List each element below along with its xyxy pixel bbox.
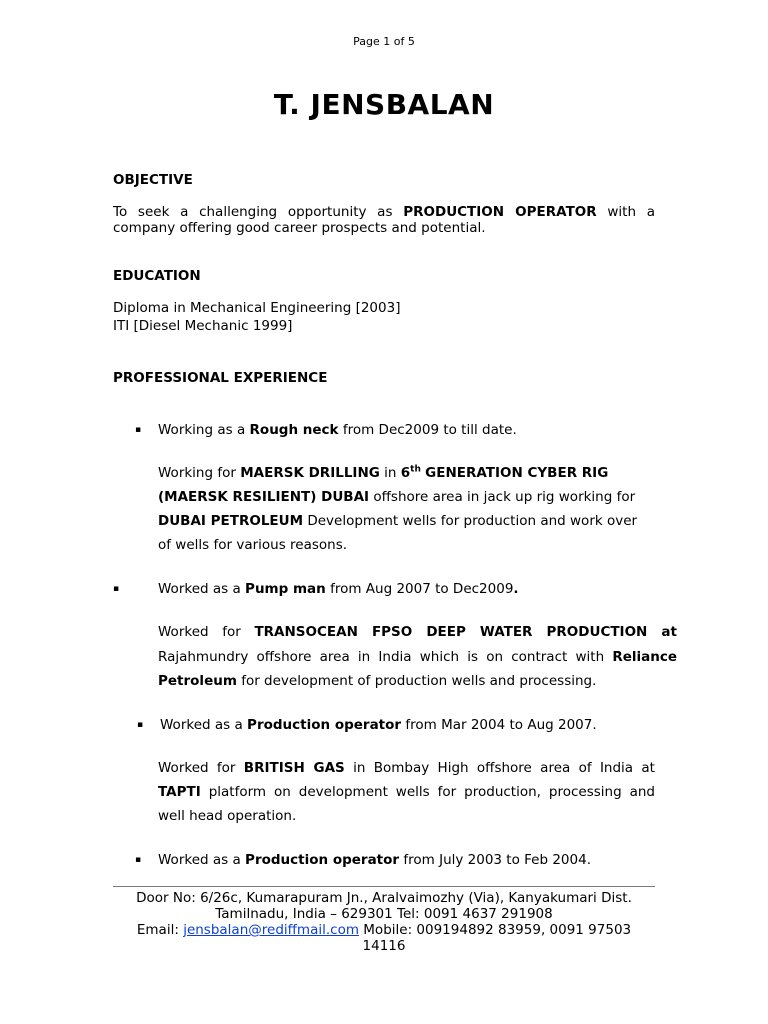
bullet-icon: ▪ — [135, 425, 142, 435]
job-2-title-period: . — [513, 581, 519, 597]
job-1-employer: MAERSK DRILLING — [240, 465, 380, 481]
job-3-desc-line-1 — [158, 760, 655, 776]
email-link[interactable]: jensbalan@rediffmail.com — [183, 922, 359, 938]
job-2-role: Pump man — [245, 581, 326, 597]
job-3-title — [160, 717, 597, 733]
objective-heading: OBJECTIVE — [113, 172, 193, 188]
job-2-desc-line-1 — [158, 624, 677, 640]
job-3-desc-line-2 — [158, 784, 655, 800]
job-3-role: Production operator — [247, 717, 402, 733]
job-3-dates: from Mar 2004 to Aug 2007. — [405, 717, 597, 733]
job-1-dates: from Dec2009 to till date. — [342, 422, 517, 438]
job-2-client-cont: Petroleum — [158, 673, 237, 689]
job-1-desc-text: in — [384, 465, 397, 481]
footer-address: Door No: 6/26c, Kumarapuram Jn., Aralvaimozhy (Via), Kanyakumari Dist. — [136, 890, 632, 906]
job-3-title-pre: Worked as a — [160, 717, 243, 733]
job-2-title-pre: Worked as a — [158, 581, 241, 597]
bullet-icon: ▪ — [135, 855, 142, 865]
job-1-desc-line-3 — [158, 513, 637, 529]
footer-contact — [113, 922, 655, 938]
objective-text-post: with a — [607, 204, 655, 220]
objective-line-1 — [113, 204, 655, 220]
job-3-platform: TAPTI — [158, 784, 201, 800]
job-1-desc-line-1 — [158, 465, 608, 481]
job-2-client: Reliance — [612, 649, 677, 665]
job-1-title — [158, 422, 517, 438]
email-label: Email: — [136, 922, 179, 938]
experience-heading: PROFESSIONAL EXPERIENCE — [113, 370, 328, 386]
job-2-desc-line-2 — [158, 649, 677, 665]
objective-target-role: PRODUCTION OPERATOR — [403, 204, 597, 220]
job-1-rig-name: (MAERSK RESILIENT) DUBAI — [158, 489, 370, 505]
job-1-desc-line-4: of wells for various reasons. — [158, 537, 348, 553]
job-2-desc-text: Worked for — [158, 624, 241, 640]
job-3-desc-text: platform on development wells for production, processing and — [208, 784, 656, 800]
bullet-icon: ▪ — [113, 584, 120, 594]
footer-address-2: Tamilnadu, India – 629301 Tel: 0091 4637 291908 — [215, 906, 553, 922]
job-2-employer: TRANSOCEAN FPSO DEEP WATER PRODUCTION at — [254, 624, 677, 640]
page-number: Page 1 of 5 — [353, 35, 415, 48]
job-1-rig-type: GENERATION CYBER RIG — [425, 465, 609, 481]
job-4-title — [158, 852, 591, 868]
job-3-desc-text: in Bombay High offshore area of India at — [353, 760, 655, 776]
job-1-desc-text: offshore area in jack up rig working for — [373, 489, 636, 505]
job-3-employer: BRITISH GAS — [243, 760, 345, 776]
job-1-desc-text: Working for — [158, 465, 236, 481]
job-1-generation-number: 6 — [400, 465, 411, 481]
job-1-generation-suffix: th — [410, 464, 421, 475]
job-4-title-pre: Worked as a — [158, 852, 241, 868]
candidate-name: T. JENSBALAN — [273, 88, 495, 121]
job-4-dates: from July 2003 to Feb 2004. — [403, 852, 591, 868]
job-2-title — [158, 581, 519, 597]
job-2-desc-text: Rajahmundry offshore area in India which is on contract with — [158, 649, 605, 665]
job-2-desc-line-3 — [158, 673, 596, 689]
education-heading: EDUCATION — [113, 268, 201, 284]
job-1-role: Rough neck — [249, 422, 339, 438]
job-2-desc-text: for development of production wells and processing. — [241, 673, 597, 689]
job-2-dates: from Aug 2007 to Dec2009 — [330, 581, 514, 597]
footer-mobile-cont: 14116 — [362, 938, 406, 954]
job-1-title-pre: Working as a — [158, 422, 246, 438]
job-3-desc-text: Worked for — [158, 760, 236, 776]
bullet-icon: ▪ — [137, 720, 144, 730]
footer-divider — [113, 886, 655, 887]
mobile-number: Mobile: 009194892 83959, 0091 97503 — [363, 922, 632, 938]
education-item: Diploma in Mechanical Engineering [2003] — [113, 300, 401, 316]
objective-text-pre: To seek a challenging opportunity as — [113, 204, 393, 220]
job-4-role: Production operator — [245, 852, 400, 868]
job-1-client: DUBAI PETROLEUM — [158, 513, 304, 529]
education-item: ITI [Diesel Mechanic 1999] — [113, 318, 293, 334]
job-1-desc-text: Development wells for production and work over — [307, 513, 638, 529]
job-1-desc-line-2 — [158, 489, 635, 505]
objective-line-2: company offering good career prospects and potential. — [113, 220, 486, 236]
job-3-desc-line-3: well head operation. — [158, 808, 297, 824]
